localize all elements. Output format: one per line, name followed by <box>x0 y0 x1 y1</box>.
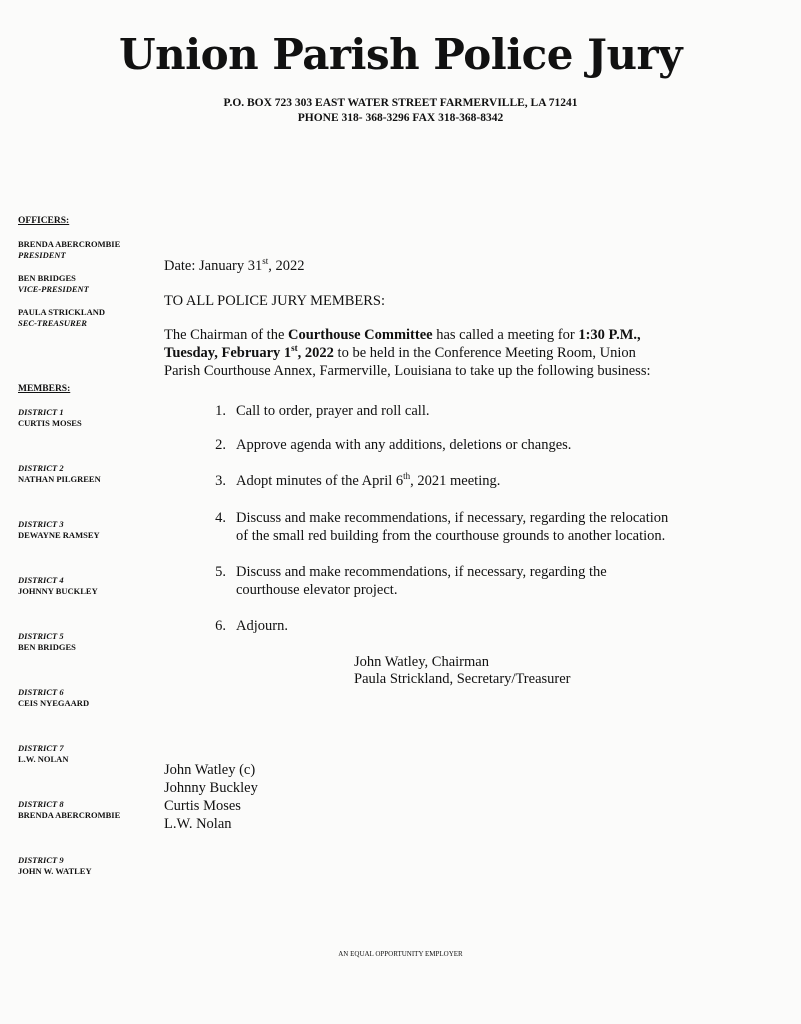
member-district: DISTRICT 5 <box>18 631 64 641</box>
member-name: DEWAYNE RAMSEY <box>18 530 100 540</box>
agenda-item: Adopt minutes of the April 6th, 2021 meeting. <box>236 471 501 489</box>
officer-role: PRESIDENT <box>18 250 66 260</box>
agenda-number: 5. <box>215 564 226 580</box>
agenda-number: 3. <box>215 473 226 489</box>
officers-heading: OFFICERS: <box>18 216 70 226</box>
officer-name: BEN BRIDGES <box>18 273 76 283</box>
agenda-number: 2. <box>215 437 226 453</box>
agenda-item: Discuss and make recommendations, if necessary, regarding the relocation of the small red building from the courthouse grounds to another location. <box>236 510 669 544</box>
meeting-notice: The Chairman of the Courthouse Committee has called a meeting for 1:30 P.M., Tuesday, February 1st, 2022 to be held in the Conference Meeting Room, Union Parish Courthouse Annex, Farmerville, Louisiana to take up the following business: <box>164 327 651 379</box>
signature-chairman: John Watley, Chairman <box>354 654 489 670</box>
member-name: L.W. NOLAN <box>18 754 69 764</box>
agenda-number: 6. <box>215 618 226 634</box>
letter-date: Date: January 31st, 2022 <box>164 256 305 274</box>
members-heading: MEMBERS: <box>18 384 71 394</box>
member-district: DISTRICT 3 <box>18 519 64 529</box>
salutation: TO ALL POLICE JURY MEMBERS: <box>164 293 386 309</box>
committee-member: John Watley (c) <box>164 762 256 778</box>
agenda-item: Call to order, prayer and roll call. <box>236 403 430 419</box>
agenda-number: 4. <box>215 510 226 526</box>
member-district: DISTRICT 7 <box>18 743 64 753</box>
letterhead-title: Union Parish Police Jury <box>118 30 683 79</box>
committee-member-list <box>164 761 258 833</box>
member-name: JOHN W. WATLEY <box>18 866 92 876</box>
footer-text: AN EQUAL OPPORTUNITY EMPLOYER <box>338 950 463 958</box>
committee-member: Johnny Buckley <box>164 780 258 796</box>
member-name: BEN BRIDGES <box>18 642 76 652</box>
agenda-item: Adjourn. <box>236 618 288 634</box>
member-name: JOHNNY BUCKLEY <box>18 586 98 596</box>
member-district: DISTRICT 2 <box>18 463 64 473</box>
member-district: DISTRICT 1 <box>18 407 64 417</box>
officer-name: BRENDA ABERCROMBIE <box>18 239 121 249</box>
member-district: DISTRICT 4 <box>18 575 64 585</box>
agenda-item: Approve agenda with any additions, deletions or changes. <box>236 437 572 453</box>
officer-role: SEC-TREASURER <box>18 318 87 328</box>
phone-fax-line: PHONE 318- 368-3296 FAX 318-368-8342 <box>297 112 504 124</box>
member-district: DISTRICT 9 <box>18 855 64 865</box>
officer-role: VICE-PRESIDENT <box>18 284 89 294</box>
officer-name: PAULA STRICKLAND <box>18 307 105 317</box>
committee-member: L.W. Nolan <box>164 816 232 832</box>
agenda-number: 1. <box>215 403 226 419</box>
member-name: BRENDA ABERCROMBIE <box>18 810 121 820</box>
member-district: DISTRICT 6 <box>18 687 64 697</box>
signature-secretary: Paula Strickland, Secretary/Treasurer <box>354 671 571 687</box>
member-district: DISTRICT 8 <box>18 799 64 809</box>
agenda-item: Discuss and make recommendations, if necessary, regarding the courthouse elevator project. <box>236 564 607 598</box>
committee-member: Curtis Moses <box>164 798 241 814</box>
address-line: P.O. BOX 723 303 EAST WATER STREET FARMERVILLE, LA 71241 <box>223 97 578 109</box>
member-name: CEIS NYEGAARD <box>18 698 90 708</box>
member-name: CURTIS MOSES <box>18 418 82 428</box>
member-name: NATHAN PILGREEN <box>18 474 101 484</box>
